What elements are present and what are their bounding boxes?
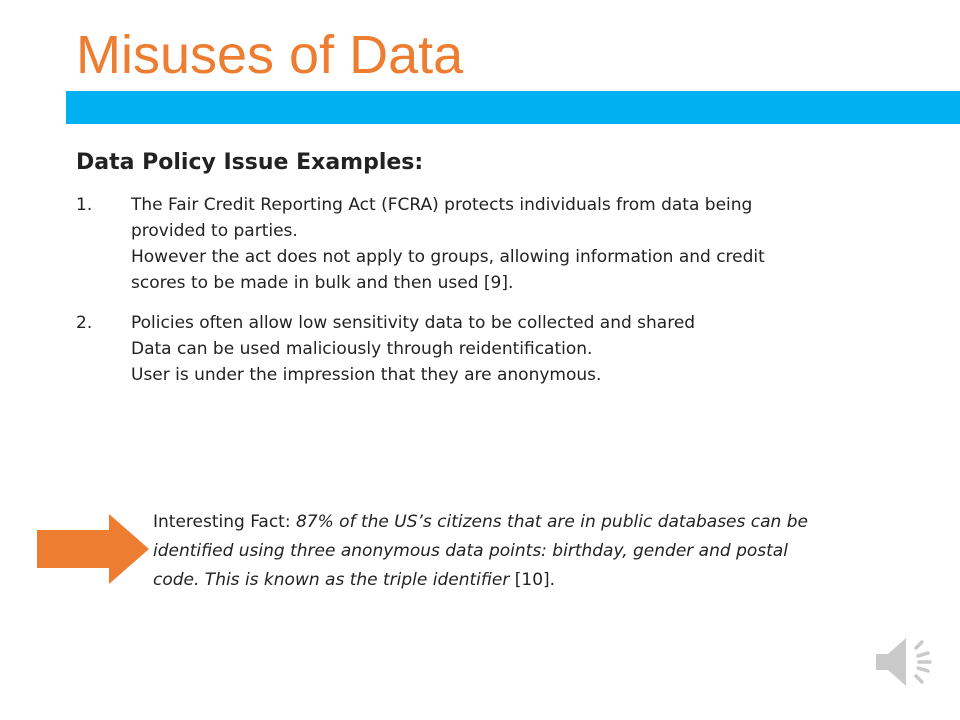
speaker-icon[interactable] bbox=[872, 632, 936, 692]
list-text-line: User is under the impression that they are anonymous. bbox=[131, 365, 602, 385]
interesting-fact bbox=[153, 508, 913, 595]
list-text-line: Data can be used maliciously through reidentification. bbox=[131, 339, 593, 359]
list-text-line: However the act does not apply to groups, allowing information and credit bbox=[131, 247, 765, 267]
fact-label: Interesting Fact: bbox=[153, 512, 296, 532]
fact-text: 87% of the US’s citizens that are in public databases can be bbox=[295, 512, 808, 532]
accent-bar bbox=[66, 91, 960, 124]
list-item bbox=[76, 310, 896, 388]
examples-list bbox=[76, 192, 896, 402]
list-item bbox=[76, 192, 896, 296]
fact-line bbox=[153, 566, 913, 595]
fact-text: identified using three anonymous data points: birthday, gender and postal bbox=[153, 541, 788, 561]
fact-line bbox=[153, 508, 913, 537]
list-text-line: Policies often allow low sensitivity data to be collected and shared bbox=[131, 313, 696, 333]
list-text-line: provided to parties. bbox=[131, 221, 298, 241]
right-arrow-icon bbox=[37, 514, 149, 584]
list-number: 2. bbox=[76, 313, 93, 333]
fact-citation: [10]. bbox=[509, 570, 556, 590]
fact-text: code. This is known as the triple identifier bbox=[153, 570, 510, 590]
list-text-line: The Fair Credit Reporting Act (FCRA) protects individuals from data being bbox=[131, 195, 753, 215]
slide-title: Misuses of Data bbox=[76, 25, 464, 85]
list-text-line: scores to be made in bulk and then used [9]. bbox=[131, 273, 514, 293]
section-heading: Data Policy Issue Examples: bbox=[76, 150, 424, 175]
list-number: 1. bbox=[76, 195, 93, 215]
